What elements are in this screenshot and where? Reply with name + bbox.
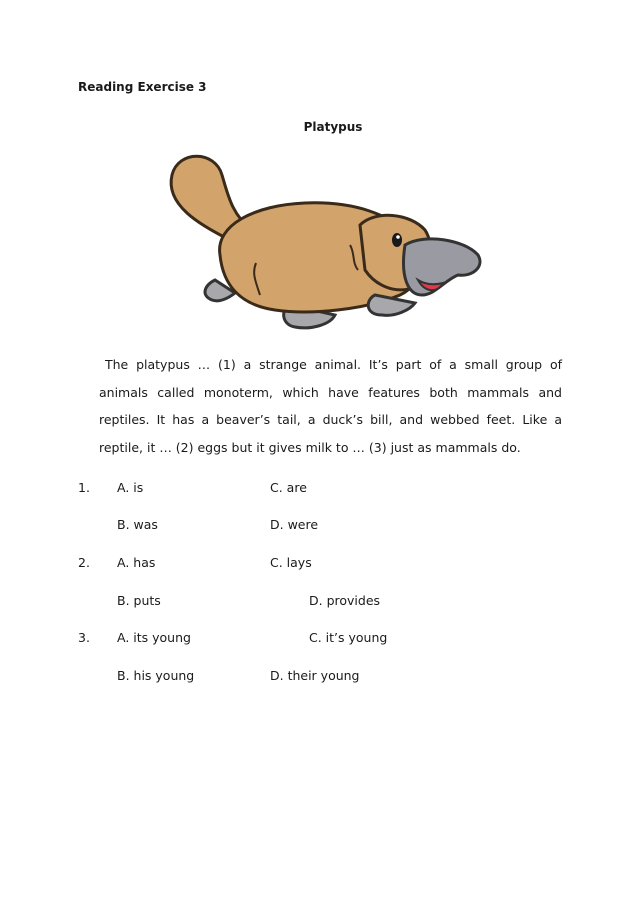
platypus-illustration: [160, 145, 490, 345]
option-b: B. his young: [117, 668, 195, 683]
option-b: B. puts: [117, 593, 161, 608]
option-a: A. its young: [117, 630, 191, 645]
option-a: A. is: [117, 480, 144, 495]
exercise-heading: Reading Exercise 3: [78, 80, 207, 94]
reading-passage: The platypus … (1) a strange animal. It’s part of a small group of animals called monoterm, which have features both mammals and reptiles. It has a beaver’s tail, a duck’s bill, and webbed feet. Like a reptile, it … (2) eggs but it gives milk to … (3) just as mammals do.: [99, 357, 562, 455]
passage-title: Platypus: [303, 120, 363, 134]
option-a: A. has: [117, 555, 156, 570]
option-d: D. their young: [270, 668, 360, 683]
question-number: 1.: [78, 480, 90, 495]
option-d: D. were: [270, 517, 319, 532]
option-c: C. lays: [270, 555, 312, 570]
option-d: D. provides: [309, 593, 381, 608]
question-number: 2.: [78, 555, 90, 570]
option-b: B. was: [117, 517, 158, 532]
option-c: C. are: [270, 480, 307, 495]
question-number: 3.: [78, 630, 90, 645]
option-c: C. it’s young: [309, 630, 388, 645]
